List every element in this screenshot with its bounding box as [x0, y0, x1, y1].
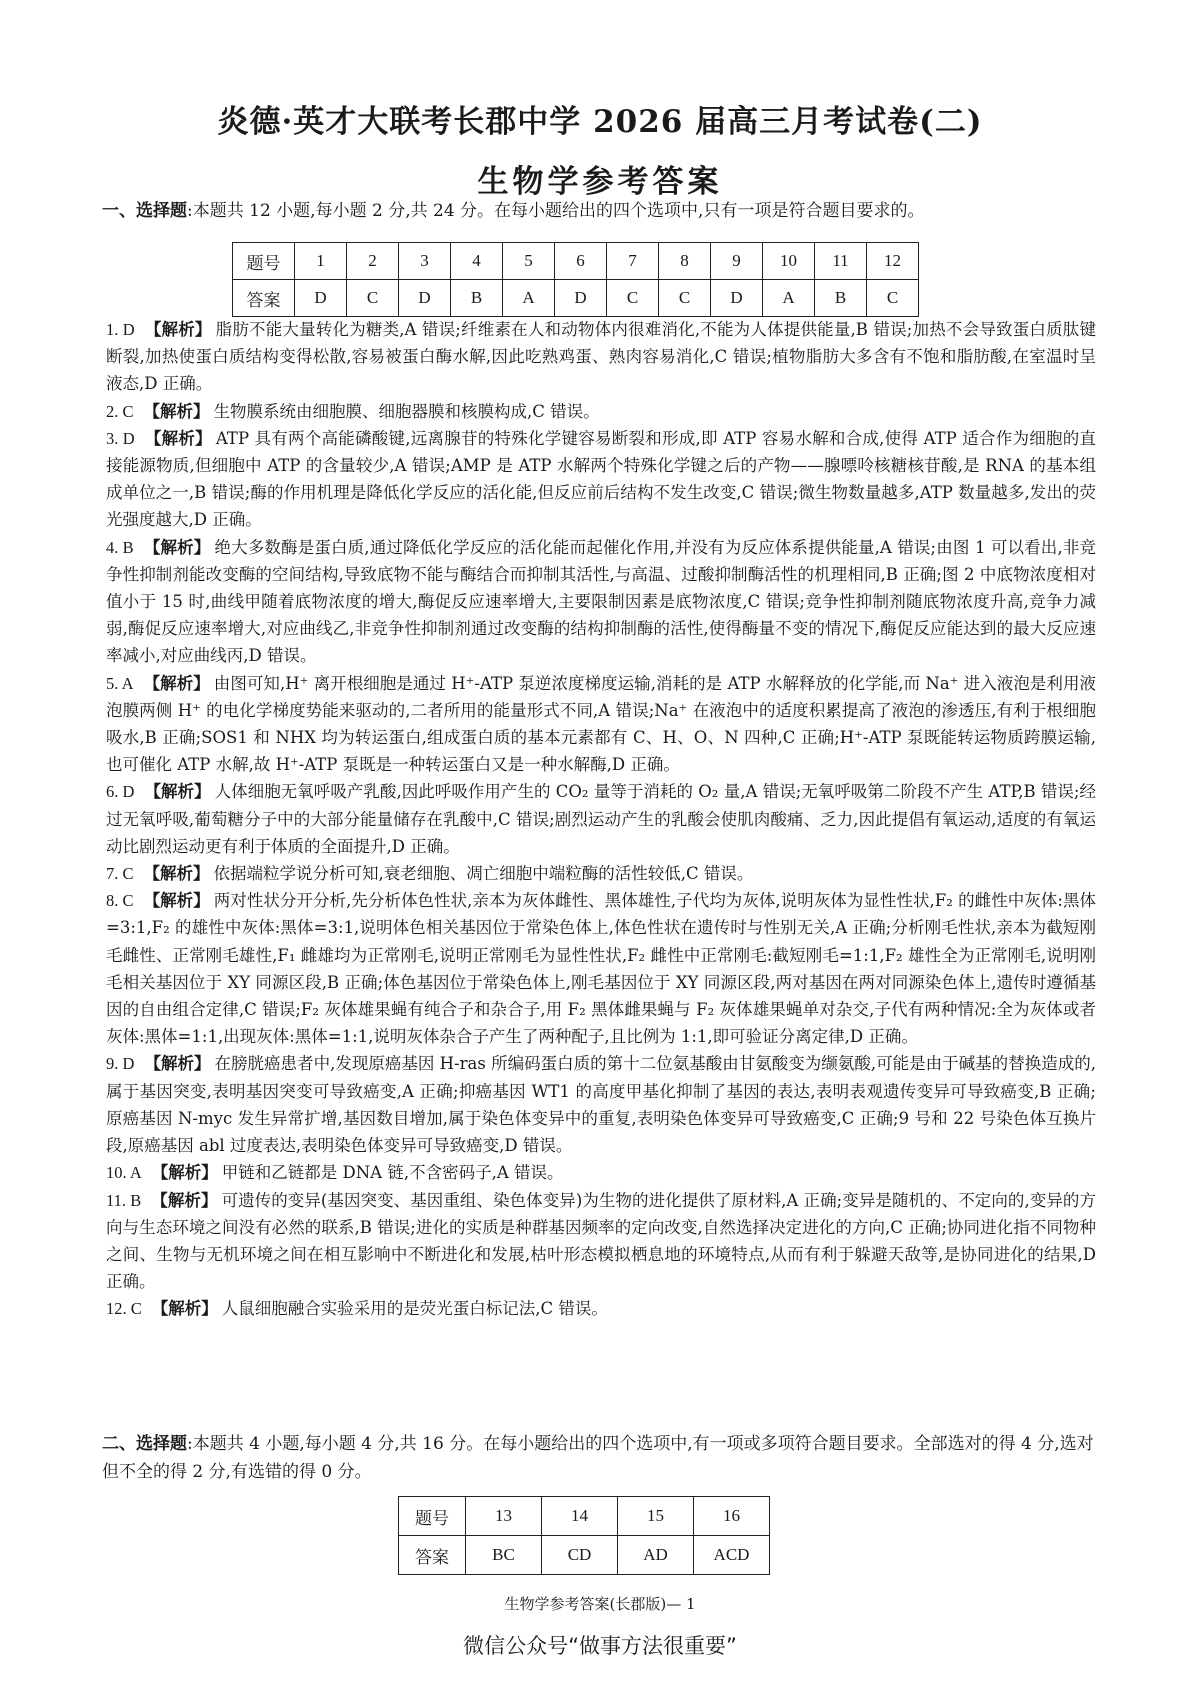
explanation-item	[106, 778, 1096, 860]
explanation-number: 11. B	[106, 1190, 142, 1210]
explanation-number: 5. A	[106, 673, 134, 693]
row-label-question: 题号	[233, 243, 295, 280]
table-row-questions	[233, 243, 919, 280]
answer-cell: A	[763, 280, 815, 317]
section2-answer-table	[398, 1496, 770, 1575]
answer-cell: D	[295, 280, 347, 317]
explanation-tag: 【解析】	[144, 428, 212, 448]
explanation-number: 8. C	[106, 891, 134, 911]
answer-cell: AD	[618, 1536, 694, 1575]
page-title: 炎德·英才大联考长郡中学 2026 届高三月考试卷(二)	[217, 104, 983, 140]
page-footer: 生物学参考答案(长郡版)— 1	[504, 1595, 696, 1613]
explanation-item	[106, 1295, 1096, 1322]
question-number: 14	[542, 1497, 618, 1536]
explanation-item	[106, 534, 1096, 670]
answer-cell: A	[503, 280, 555, 317]
explanation-tag: 【解析】	[151, 1190, 218, 1210]
question-number: 15	[618, 1497, 694, 1536]
explanation-number: 1. D	[106, 320, 135, 339]
explanation-number: 12. C	[106, 1299, 142, 1319]
explanation-item	[106, 887, 1096, 1050]
answer-cell: B	[451, 280, 503, 317]
row-label-answer: 答案	[399, 1536, 466, 1575]
answer-cell: ACD	[694, 1536, 770, 1575]
section2-desc: :本题共 4 小题,每小题 4 分,共 16 分。在每小题给出的四个选项中,有一项或多项符合题目要求。全部选对的得 4 分,选对但不全的得 2 分,有选错的得 0 分。	[102, 1434, 1094, 1482]
explanation-item	[106, 860, 1096, 887]
question-number: 9	[711, 243, 763, 280]
explanation-text: 人鼠细胞融合实验采用的是荧光蛋白标记法,C 错误。	[221, 1299, 608, 1319]
answer-cell: C	[607, 280, 659, 317]
answer-cell: D	[555, 280, 607, 317]
section1-answer-table	[232, 242, 919, 317]
explanation-text: 在膀胱癌患者中,发现原癌基因 H-ras 所编码蛋白质的第十二位氨基酸由甘氨酸变为缬氨酸,可能是由于碱基的替换造成的,属于基因突变,表明基因突变可导致癌变,A 正确;抑癌基因 WT1 的高度甲基化抑制了基因的表达,表明表观遗传变异可导致癌变,B 正确;原癌基因 N-myc 发生异常扩增,基因数目增加,属于染色体变异中的重复,表明染色体变异可导致癌变,C 正确;9 号和 22 号染色体互换片段,原癌基因 abl 过度表达,表明染色体变异可导致癌变,D 错误。	[106, 1054, 1096, 1156]
table-row-answers	[233, 280, 919, 317]
question-number: 8	[659, 243, 711, 280]
explanation-text: 生物膜系统由细胞膜、细胞器膜和核膜构成,C 错误。	[213, 401, 600, 421]
page-subtitle: 生物学参考答案	[477, 164, 723, 200]
section2-heading	[102, 1430, 1102, 1486]
explanation-text: 依据端粒学说分析可知,衰老细胞、凋亡细胞中端粒酶的活性较低,C 错误。	[213, 864, 754, 884]
explanation-item	[106, 1159, 1096, 1186]
question-number: 11	[815, 243, 867, 280]
explanation-text: 人体细胞无氧呼吸产乳酸,因此呼吸作用产生的 CO₂ 量等于消耗的 O₂ 量,A 错误;无氧呼吸第二阶段不产生 ATP,B 错误;经过无氧呼吸,葡萄糖分子中的大部分能量储存在乳酸中,C 错误;剧烈运动产生的乳酸会使肌肉酸痛、乏力,因此提倡有氧运动,适度的有氧运动比剧烈运动更有利于体质的全面提升,D 正确。	[106, 782, 1096, 856]
answer-cell: C	[867, 280, 919, 317]
explanation-number: 2. C	[106, 401, 134, 421]
row-label-question: 题号	[399, 1497, 466, 1536]
question-number: 4	[451, 243, 503, 280]
explanation-number: 3. D	[106, 428, 135, 448]
explanation-text: 可遗传的变异(基因突变、基因重组、染色体变异)为生物的进化提供了原材料,A 正确;变异是随机的、不定向的,变异的方向与生态环境之间没有必然的联系,B 错误;进化的实质是种群基因频率的定向改变,自然选择决定进化的方向,C 正确;协同进化指不同物种之间、生物与无机环境之间在相互影响中不断进化和发展,枯叶形态模拟栖息地的环境特点,从而有利于躲避天敌等,是协同进化的结果,D 正确。	[106, 1190, 1096, 1292]
answer-cell: BC	[466, 1536, 542, 1575]
wechat-account-line: 微信公众号“做事方法很重要”	[463, 1634, 737, 1658]
answer-cell: D	[399, 280, 451, 317]
answer-cell: C	[347, 280, 399, 317]
explanation-number: 7. C	[106, 864, 134, 884]
row-label-answer: 答案	[233, 280, 295, 317]
explanation-text: 两对性状分开分析,先分析体色性状,亲本为灰体雌性、黑体雄性,子代均为灰体,说明灰体为显性性状,F₂ 的雌性中灰体:黑体=3:1,F₂ 的雄性中灰体:黑体=3:1,说明体色相关基因位于常染色体上,体色性状在遗传时与性别无关,A 正确;分析刚毛性状,亲本为截短刚毛雌性、正常刚毛雄性,F₁ 雌雄均为正常刚毛,说明正常刚毛为显性性状,F₂ 雌性中正常刚毛:截短刚毛=1:1,F₂ 雄性全为正常刚毛,说明刚毛相关基因位于 XY 同源区段,B 正确;体色基因位于常染色体上,刚毛基因位于 XY 同源区段,两对基因在两对同源染色体上,遗传时遵循基因的自由组合定律,C 错误;F₂ 灰体雄果蝇有纯合子和杂合子,用 F₂ 黑体雌果蝇与 F₂ 灰体雄果蝇单对杂交,子代有两种情况:全为灰体或者灰体:黑体=1:1,出现灰体:黑体=1:1,说明灰体杂合子产生了两种配子,且比例为 1:1,即可验证分离定律,D 正确。	[106, 891, 1096, 1047]
explanation-text: 由图可知,H⁺ 离开根细胞是通过 H⁺-ATP 泵逆浓度梯度运输,消耗的是 ATP 水解释放的化学能,而 Na⁺ 进入液泡是利用液泡膜两侧 H⁺ 的电化学梯度势能来驱动的,二者所用的能量形式不同,A 错误;Na⁺ 在液泡中的适度积累提高了液泡的渗透压,有利于根细胞吸水,B 正确;SOS1 和 NHX 均为转运蛋白,组成蛋白质的基本元素都有 C、H、O、N 四种,C 正确;H⁺-ATP 泵既能转运物质跨膜运输,也可催化 ATP 水解,故 H⁺-ATP 泵既是一种转运蛋白又是一种水解酶,D 正确。	[106, 673, 1096, 775]
explanation-text: 甲链和乙链都是 DNA 链,不含密码子,A 错误。	[221, 1163, 564, 1183]
answer-cell: C	[659, 280, 711, 317]
explanation-item	[106, 670, 1096, 779]
explanation-tag: 【解析】	[144, 1054, 211, 1074]
explanation-item	[106, 398, 1096, 425]
section2-label: 二、选择题	[102, 1434, 187, 1454]
explanation-tag: 【解析】	[143, 891, 210, 911]
answer-cell: CD	[542, 1536, 618, 1575]
answer-cell: B	[815, 280, 867, 317]
answer-cell: D	[711, 280, 763, 317]
explanation-tag: 【解析】	[144, 320, 212, 339]
explanation-tag: 【解析】	[151, 1299, 218, 1319]
explanation-number: 6. D	[106, 782, 135, 802]
explanations-list	[106, 316, 1096, 1323]
question-number: 5	[503, 243, 555, 280]
explanation-item	[106, 1187, 1096, 1296]
explanation-number: 10. A	[106, 1163, 142, 1183]
table-row-questions	[399, 1497, 770, 1536]
explanation-tag: 【解析】	[143, 401, 210, 421]
explanation-text: 脂肪不能大量转化为糖类,A 错误;纤维素在人和动物体内很难消化,不能为人体提供能量,B 错误;加热不会导致蛋白质肽键断裂,加热使蛋白质结构变得松散,容易被蛋白酶水解,因此吃熟鸡蛋、熟肉容易消化,C 错误;植物脂肪大多含有不饱和脂肪酸,在室温时呈液态,D 正确。	[106, 320, 1097, 394]
question-number: 2	[347, 243, 399, 280]
explanation-number: 9. D	[106, 1054, 135, 1074]
question-number: 3	[399, 243, 451, 280]
explanation-tag: 【解析】	[144, 782, 211, 802]
question-number: 13	[466, 1497, 542, 1536]
explanation-text: ATP 具有两个高能磷酸键,远离腺苷的特殊化学键容易断裂和形成,即 ATP 容易水解和合成,使得 ATP 适合作为细胞的直接能源物质,但细胞中 ATP 的含量较少,A 错误;AMP 是 ATP 水解两个特殊化学键之后的产物——腺嘌呤核糖核苷酸,是 RNA 的基本组成单位之一,B 错误;酶的作用机理是降低化学反应的活化能,但反应前后结构不发生改变,C 错误;微生物数量越多,ATP 数量越多,发出的荧光强度越大,D 正确。	[106, 428, 1096, 530]
question-number: 6	[555, 243, 607, 280]
section1-heading	[102, 197, 1102, 225]
explanation-number: 4. B	[106, 537, 134, 557]
explanation-tag: 【解析】	[143, 673, 210, 693]
explanation-tag: 【解析】	[143, 864, 210, 884]
question-number: 7	[607, 243, 659, 280]
explanation-item	[106, 1050, 1096, 1159]
explanation-tag: 【解析】	[143, 537, 211, 557]
explanation-text: 绝大多数酶是蛋白质,通过降低化学反应的活化能而起催化作用,并没有为反应体系提供能量,A 错误;由图 1 可以看出,非竞争性抑制剂能改变酶的空间结构,导致底物不能与酶结合而抑制其活性,与高温、过酸抑制酶活性的机理相同,B 正确;图 2 中底物浓度相对值小于 15 时,曲线甲随着底物浓度的增大,酶促反应速率增大,主要限制因素是底物浓度,C 错误;竞争性抑制剂随底物浓度升高,竞争力减弱,酶促反应速率增大,对应曲线乙,非竞争性抑制剂通过改变酶的结构抑制酶的活性,使得酶量不变的情况下,酶促反应能达到的最大反应速率减小,对应曲线丙,D 错误。	[106, 537, 1097, 666]
explanation-item	[106, 425, 1096, 534]
explanation-item	[106, 316, 1096, 398]
explanation-tag: 【解析】	[151, 1163, 218, 1183]
question-number: 10	[763, 243, 815, 280]
question-number: 16	[694, 1497, 770, 1536]
table-row-answers	[399, 1536, 770, 1575]
section1-desc: :本题共 12 小题,每小题 2 分,共 24 分。在每小题给出的四个选项中,只有一项是符合题目要求的。	[187, 201, 925, 221]
question-number: 1	[295, 243, 347, 280]
question-number: 12	[867, 243, 919, 280]
section1-label: 一、选择题	[102, 201, 187, 221]
